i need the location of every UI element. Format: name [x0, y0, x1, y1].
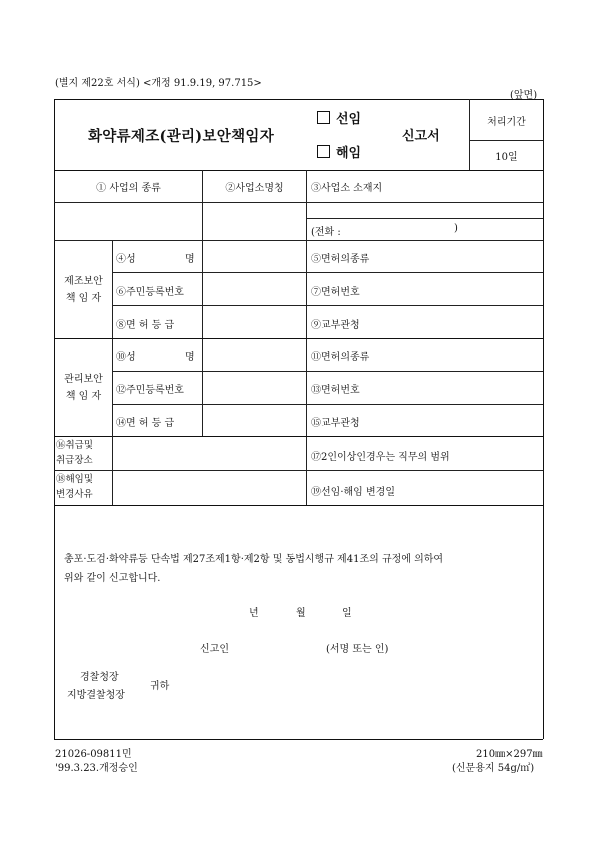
honorific: 귀하: [150, 681, 170, 692]
footer-approval: '99.3.23.개정승인: [55, 763, 138, 774]
option-appoint[interactable]: [317, 108, 361, 127]
manufacture-group-label-2: 책 임 자: [65, 292, 102, 304]
g-license-type-label: ⑪면허의종류: [311, 352, 370, 363]
g-name-label-b: 명: [185, 352, 195, 363]
business-address-label: ③사업소 소재지: [311, 183, 383, 194]
m-name-label-a: ④성: [116, 254, 136, 265]
g-issuer-label: ⑮교부관청: [311, 418, 360, 429]
m-issuer-label: ⑨교부관청: [311, 320, 360, 331]
g-name-label-a: ⑩성: [116, 352, 136, 363]
management-officer-group: [55, 339, 112, 436]
processing-period-label: 처리기간: [487, 116, 526, 128]
date-month: 월: [296, 608, 306, 619]
appoint-checkbox[interactable]: [317, 111, 330, 124]
handling-label: [56, 438, 93, 468]
date-day: 일: [342, 608, 352, 619]
g-resident-no-label: ⑫주민등록번호: [116, 385, 184, 396]
dismiss-label: 해임: [336, 146, 362, 161]
g-license-no-label: ⑬면허번호: [311, 385, 360, 396]
phone-label: (전화 :: [311, 227, 341, 238]
business-name-field[interactable]: [203, 203, 306, 240]
processing-period-value: 10일: [495, 152, 518, 163]
signature-label: (서명 또는 인): [326, 644, 389, 655]
form-reference: (별지 제22호 서식) <개정 91.9.19, 97.715>: [55, 78, 262, 89]
management-group-label-2: 책 임 자: [65, 390, 102, 402]
frame-right: [543, 99, 544, 739]
business-type-label: ① 사업의 종류: [96, 183, 161, 194]
addressee-1: 경찰청장: [80, 672, 119, 683]
reason-label-2: 변경사유: [56, 489, 93, 500]
m-license-type-label: ⑤면허의종류: [311, 254, 370, 265]
statement-line-2: 위와 같이 신고합니다.: [64, 573, 161, 584]
m-resident-no-label: ⑥주민등록번호: [116, 287, 184, 298]
manufacture-group-label-1: 제조보안: [64, 275, 103, 287]
reason-label-1: ⑱해임및: [56, 474, 94, 485]
dismiss-checkbox[interactable]: [317, 145, 330, 158]
date-year: 년: [249, 608, 259, 619]
reporter-label: 신고인: [200, 644, 229, 655]
addressee-2: 지방결찰청장: [67, 690, 125, 701]
business-address-field[interactable]: [307, 203, 543, 218]
frame-bottom: [54, 739, 543, 740]
change-date-label: ⑲선임·해임 변경일: [311, 487, 395, 498]
business-name-label: ②사업소명칭: [225, 183, 284, 194]
form-title-suffix: 신고서: [402, 129, 440, 144]
m-grade-label: ⑧면 허 등 급: [116, 320, 175, 331]
page-side-label: (앞면): [510, 90, 538, 101]
appoint-label: 선임: [336, 112, 362, 127]
manufacture-officer-group: [55, 241, 112, 338]
option-dismiss[interactable]: [317, 142, 361, 161]
m-license-no-label: ⑦면허번호: [311, 287, 360, 298]
footer-code: 21026-09811민: [55, 749, 132, 760]
handling-label-2: 취급장소: [56, 455, 93, 466]
reason-label: [56, 472, 93, 502]
g-grade-label: ⑭면 허 등 급: [116, 418, 175, 429]
phone-close: ): [454, 223, 458, 234]
handling-label-1: ⑯취급및: [56, 440, 94, 451]
m-name-label-b: 명: [185, 254, 195, 265]
management-group-label-1: 관리보안: [64, 373, 103, 385]
statement-line-1: 총포·도검·화약류등 단속법 제27조제1항·제2항 및 동법시행규 제41조의 규정에 의하여: [64, 554, 444, 565]
footer-size: 210㎜×297㎜: [476, 749, 543, 760]
business-type-field[interactable]: [55, 203, 202, 240]
form-title: 화약류제조(관리)보안책임자: [88, 128, 275, 145]
footer-paper: (신문용지 54g/㎡): [452, 763, 535, 774]
duty-scope-label: ⑰2인이상인경우는 직무의 범위: [311, 452, 450, 463]
